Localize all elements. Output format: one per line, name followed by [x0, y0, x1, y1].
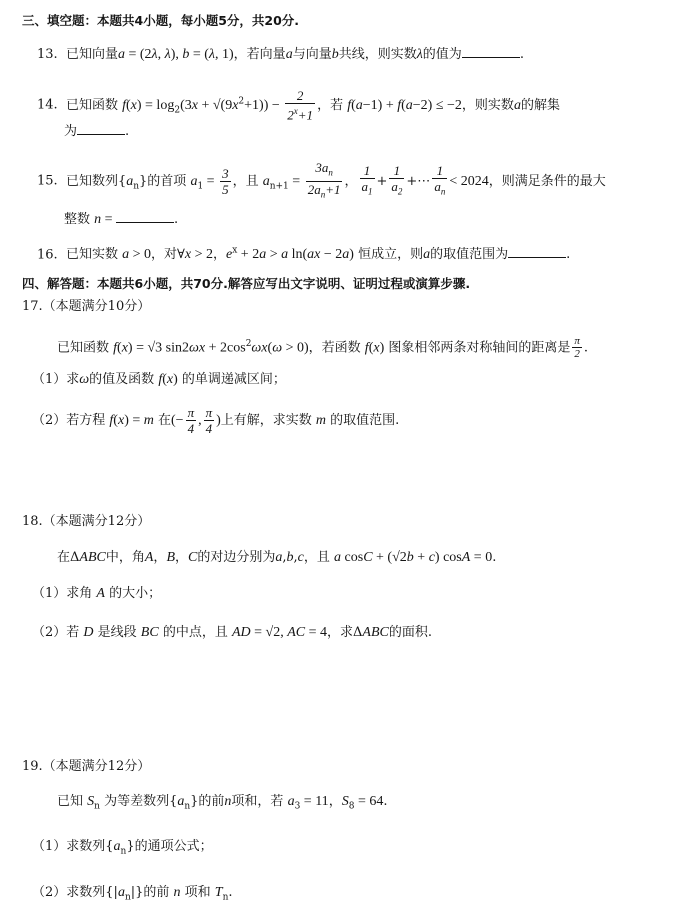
question-13 — [37, 45, 524, 64]
question-17-stem: 已知函数 f(x) = √3 $\sin 2\omega x + 2\cos^2\omega x(\omega > 0)$，若函数 f(x) 图象相邻两条对称轴间的距离是 $\frac{\pi}{2}$ . — [57, 335, 589, 361]
question-16 — [37, 242, 570, 264]
question-15-text: 已知数列$\{a_n\}$的首项 $a_1$ = $\frac{3}{5}$ ，且 $a_{n+1}$ = $\frac{3a_n}{2a_n+1}$ ， $\frac{1}{a_1}$ + $\frac{1}{a_2}$ +⋯ $\frac{1}{a_n}$ < 2024，则满足条件的最大 — [61, 160, 606, 200]
question-18-part2: （2）若 D 是线段 BC 的中点，且 AD = √2, AC = 4，求ΔABC的面积. — [32, 625, 432, 640]
question-14 — [37, 88, 560, 122]
question-17-part2: （2）若方程 f(x) = m 在(− $\frac{\pi}{4}$ , $\frac{\pi}{4}$ )上有解，求实数 m 的取值范围. — [32, 405, 400, 436]
question-19-header: 19.（本题满分12分） — [22, 759, 151, 774]
question-15 — [37, 160, 606, 202]
question-16-text: 已知实数 a > 0，对∀x > 2，$e^x + 2a > a$ ln(ax − 2a) 恒成立，则a的取值范围为 . — [61, 246, 571, 263]
question-17-part1: （1）求ω的值及函数 f(x) 的单调递减区间； — [32, 372, 286, 387]
section3-title: 三、填空题：本题共4小题，每小题5分，共20分. — [22, 13, 300, 28]
question-19-part1: （1）求数列$\{a_n\}$的通项公式； — [32, 839, 213, 857]
question-18-stem: 在ΔABC中，角A，B，C的对边分别为a,b,c，且 a cosC + (√2b + c) cosA = 0. — [57, 550, 497, 565]
question-15-continuation: 整数 n = . — [64, 212, 179, 227]
question-16-number: 16. — [37, 247, 58, 263]
question-14-text: 已知函数 $f(x) = \log_2(3x + √(9x^2+1))$ − $\frac{2}{2^x+1}$ ，若 f(a−1) + f(a−2) ≤ −2，则实数a的解集 — [61, 88, 560, 123]
question-13-number: 13. — [37, 47, 58, 62]
question-14-number: 14. — [37, 97, 58, 113]
question-18-part1: （1）求角 A 的大小； — [32, 586, 162, 601]
question-14-continuation: 为 . — [64, 124, 130, 139]
question-19-stem: 已知 $S_n$ 为等差数列$\{a_n\}$的前n项和，若 $a_3 = 11$，$S_8 = 64$. — [57, 794, 388, 812]
question-18-header: 18.（本题满分12分） — [22, 514, 151, 529]
question-19-part2: （2）求数列$\{|a_n|\}$的前 n 项和 $T_n$. — [32, 885, 233, 903]
question-17-header: 17.（本题满分10分） — [22, 299, 151, 314]
question-15-number: 15. — [37, 173, 58, 189]
question-13-text: 已知向量a = (2λ, λ), b = (λ, 1)，若向量a与向量b共线，则实数λ的值为 . — [61, 47, 524, 62]
section4-title: 四、解答题：本题共6小题，共70分.解答应写出文字说明、证明过程或演算步骤. — [22, 276, 471, 291]
